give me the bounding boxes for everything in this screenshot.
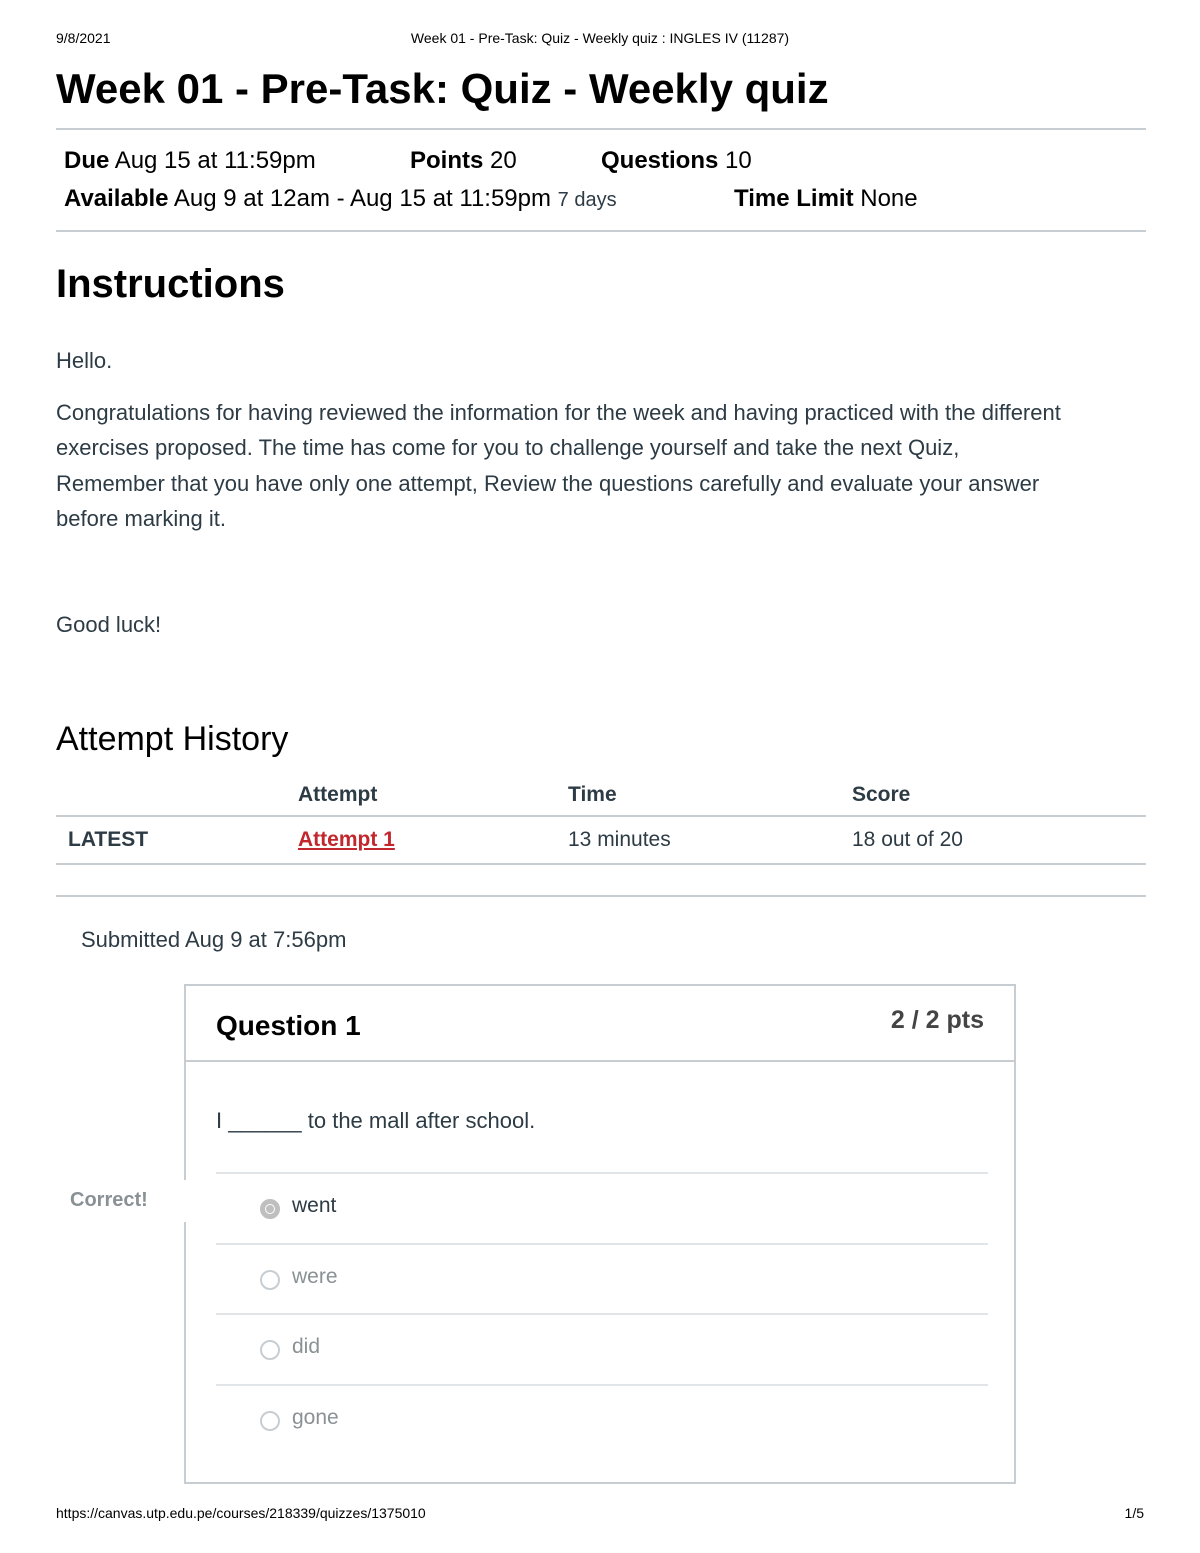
time-limit-value: None bbox=[860, 185, 918, 212]
answer-option[interactable] bbox=[216, 1384, 988, 1456]
attempt-history-heading: Attempt History bbox=[56, 720, 289, 758]
attempt-link[interactable]: Attempt 1 bbox=[298, 828, 395, 851]
instructions-line: before marking it. bbox=[56, 506, 226, 531]
print-doc-title: Week 01 - Pre-Task: Quiz - Weekly quiz : INGLES IV (11287) bbox=[410, 30, 790, 46]
question-header bbox=[186, 986, 1014, 1062]
time-limit-label: Time Limit bbox=[734, 185, 854, 212]
instructions-greeting: Hello. bbox=[56, 348, 113, 373]
print-date: 9/8/2021 bbox=[56, 30, 111, 46]
radio-icon[interactable] bbox=[260, 1340, 280, 1360]
available-value: Aug 9 at 12am - Aug 15 at 11:59pm bbox=[173, 185, 551, 212]
radio-icon[interactable] bbox=[260, 1270, 280, 1290]
quiz-details bbox=[56, 130, 1146, 230]
table-header-row bbox=[56, 775, 1146, 816]
latest-tag: LATEST bbox=[56, 816, 298, 864]
quiz-content bbox=[56, 62, 1146, 953]
answer-option[interactable] bbox=[216, 1313, 988, 1385]
instructions-closing: Good luck! bbox=[56, 611, 162, 637]
attempt-history-table bbox=[56, 775, 1146, 865]
instructions-heading: Instructions bbox=[56, 262, 285, 306]
instructions-line: Congratulations for having reviewed the information for the week and having practiced with the different bbox=[56, 399, 1061, 425]
radio-selected-icon[interactable] bbox=[260, 1199, 280, 1219]
instructions-body bbox=[56, 395, 1146, 537]
question-title: Question 1 bbox=[216, 1010, 361, 1041]
column-header bbox=[56, 775, 298, 816]
column-header: Time bbox=[568, 775, 852, 816]
submitted-text: Submitted Aug 9 at 7:56pm bbox=[81, 927, 347, 952]
answer-option[interactable] bbox=[216, 1243, 988, 1315]
question-card bbox=[184, 984, 1016, 1484]
print-page-number: 1/5 bbox=[1124, 1505, 1144, 1521]
instructions-line: Remember that you have only one attempt, Review the questions carefully and evaluate your answer bbox=[56, 470, 1040, 496]
answer-label: gone bbox=[292, 1406, 339, 1429]
divider bbox=[56, 895, 1146, 897]
page-title: Week 01 - Pre-Task: Quiz - Weekly quiz bbox=[56, 65, 829, 112]
answer-label: were bbox=[292, 1265, 338, 1288]
print-header bbox=[56, 30, 1144, 50]
column-header: Score bbox=[852, 775, 1146, 816]
instructions-line: exercises proposed. The time has come for you to challenge yourself and take the next Quiz, bbox=[56, 435, 960, 460]
questions-value: 10 bbox=[725, 147, 752, 174]
correct-tag-label: Correct! bbox=[70, 1189, 148, 1211]
table-row bbox=[56, 816, 1146, 864]
question-points: 2 / 2 pts bbox=[890, 1006, 984, 1034]
correct-tag bbox=[56, 1180, 188, 1222]
answer-label: went bbox=[292, 1194, 337, 1217]
due-value: Aug 15 at 11:59pm bbox=[114, 147, 316, 174]
print-url: https://canvas.utp.edu.pe/courses/218339/quizzes/1375010 bbox=[56, 1505, 426, 1521]
available-label: Available bbox=[64, 185, 169, 212]
points-value: 20 bbox=[490, 147, 517, 174]
answer-label: did bbox=[292, 1335, 321, 1358]
attempt-score: 18 out of 20 bbox=[852, 816, 1146, 864]
question-text: I ______ to the mall after school. bbox=[216, 1108, 536, 1133]
radio-icon[interactable] bbox=[260, 1411, 280, 1431]
questions-label: Questions bbox=[601, 147, 719, 174]
available-duration: 7 days bbox=[557, 189, 617, 211]
column-header: Attempt bbox=[298, 775, 568, 816]
points-label: Points bbox=[410, 147, 484, 174]
answer-option[interactable] bbox=[216, 1172, 988, 1244]
due-label: Due bbox=[64, 147, 110, 174]
attempt-time: 13 minutes bbox=[568, 816, 852, 864]
divider bbox=[56, 230, 1146, 232]
